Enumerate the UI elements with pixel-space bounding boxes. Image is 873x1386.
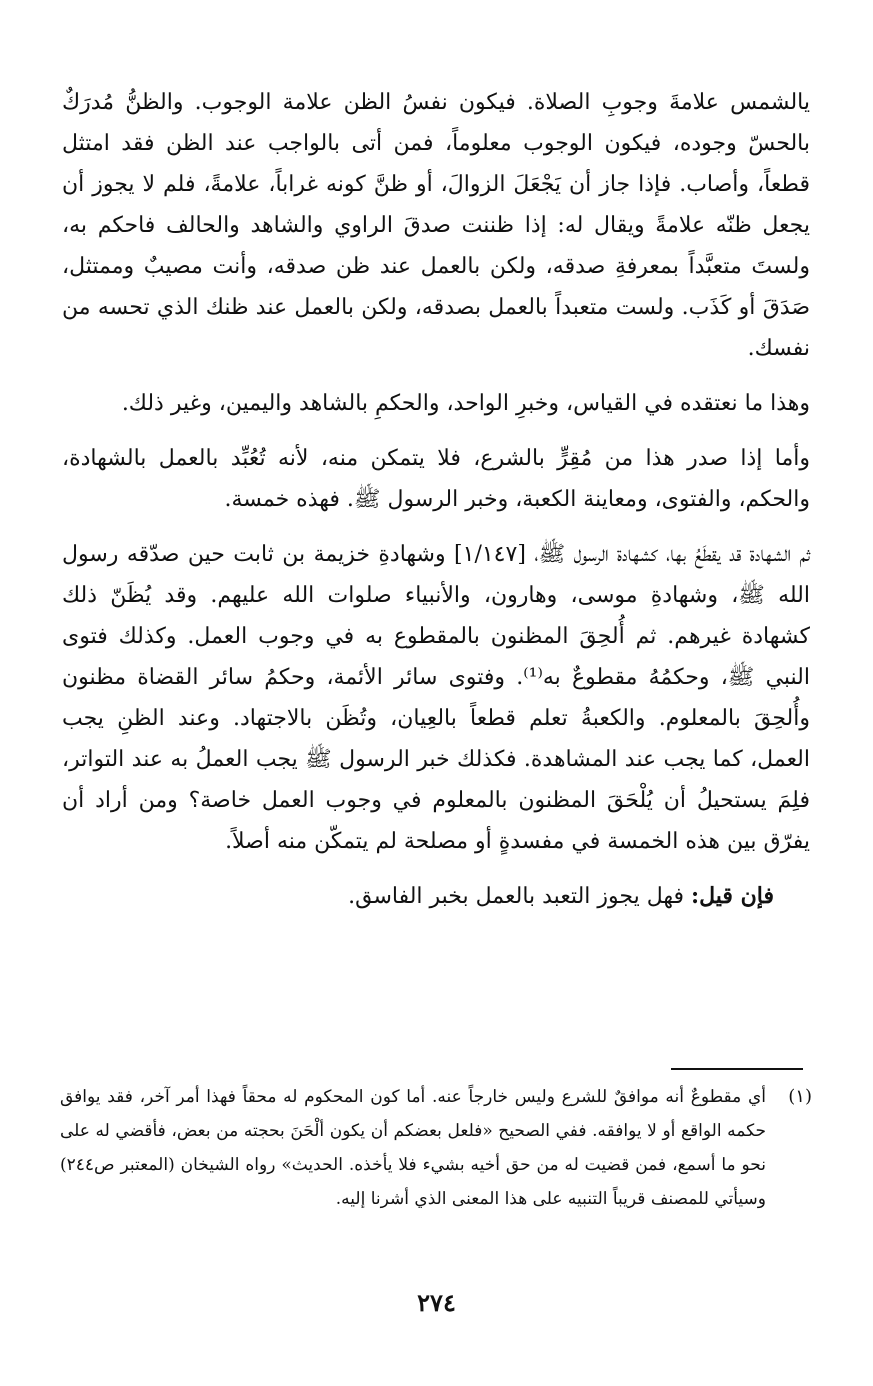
footnote-text: أي مقطوعٌ أنه موافقٌ للشرع وليس خارجاً عنه. أما كون المحكوم له محقاً فهذا أمر آخر، فقد يوافق حكمه الواقع أو لا يوافقه. ففي الصحيح «فلعل بعضكم أن يكون ألْحَنَ بحجته من بعض، فأقضي له على نحو ما أسمع، فمن قضيت له من حق أخيه بشيء فلا يأخذه. الحديث» رواه الشيخان (المعتبر ص٢٤٤) وسيأتي للمصنف قريباً التنبيه على هذا المعنى الذي أشرنا إليه. — [60, 1087, 766, 1209]
paragraph-3: وأما إذا صدر هذا من مُقِرٍّ بالشرع، فلا يتمكن منه، لأنه تُعُبِّد بالعمل بالشهادة، والحكم، والفتوى، ومعاينة الكعبة، وخبر الرسول ﷺ. فهذه خمسة. — [62, 446, 810, 512]
footnote-marker: (١) — [788, 1086, 812, 1107]
footnote-separator — [671, 1068, 803, 1070]
question-line — [62, 876, 810, 917]
question-text: فهل يجوز التعبد بالعمل بخبر الفاسق. — [348, 884, 685, 909]
footnote — [60, 1080, 812, 1216]
paragraph-4: ثم الشهادة قد يقطَعُ بها، كشهادة الرسول ﷺ، [١/١٤٧] وشهادةِ خزيمة بن ثابت حين صدّقه رسول الله ﷺ، وشهادةِ موسى، وهارون، والأنبياء صلوات الله عليهم. وقد يُظَنّ ذلك كشهادة غيرهم. ثم أُلحِقَ المظنون بالمقطوع به في وجوب العمل. وكذلك فتوى النبي ﷺ، وحكمُهُ مقطوعٌ به⁽¹⁾. وفتوى سائر الأئمة، وحكمُ سائر القضاة مظنون وأُلحِقَ بالمعلوم. والكعبةُ تعلم قطعاً بالعِيان، وتُظَن بالاجتهاد. وعند الظنِ يجب العمل، كما يجب عند المشاهدة. فكذلك خبر الرسول ﷺ يجب العملُ به عند التواتر، فلِمَ يستحيلُ أن يُلْحَقَ المظنون بالمعلوم في وجوب العمل خاصة؟ ومن أراد أن يفرّق بين هذه الخمسة في مفسدةٍ أو مصلحة لم يتمكّن منه أصلاً. — [62, 542, 810, 854]
question-lead: فإن قيل: — [691, 883, 774, 909]
main-text-block — [62, 82, 810, 917]
paragraph-1: يالشمس علامةَ وجوبِ الصلاة. فيكون نفسُ الظن علامة الوجوب. والظنُّ مُدرَكٌ بالحسّ وجوده، فيكون الوجوب معلوماً، فمن أتى بالواجب عند الظن فقد امتثل قطعاً، وأصاب. فإذا جاز أن يَجْعَلَ الزوالَ، أو ظنَّ كونه غراباً، علامةً، فلم لا يجوز أن يجعل ظنّه علامةً ويقال له: إذا ظننت صدقَ الراوي والشاهد والحالف فاحكم به، ولستَ متعبَّداً بمعرفةِ صدقه، ولكن بالعمل عند ظن صدقه، وأنت مصيبٌ وممتثل، صَدَقَ أو كَذَب. ولست متعبداً بالعمل بصدقه، ولكن بالعمل عند ظنك الذي تحسه من نفسك. — [62, 90, 810, 361]
paragraph-2: وهذا ما نعتقده في القياس، وخبرِ الواحد، والحكمِ بالشاهد واليمين، وغير ذلك. — [121, 391, 810, 416]
page-number: ٢٧٤ — [417, 1288, 456, 1317]
